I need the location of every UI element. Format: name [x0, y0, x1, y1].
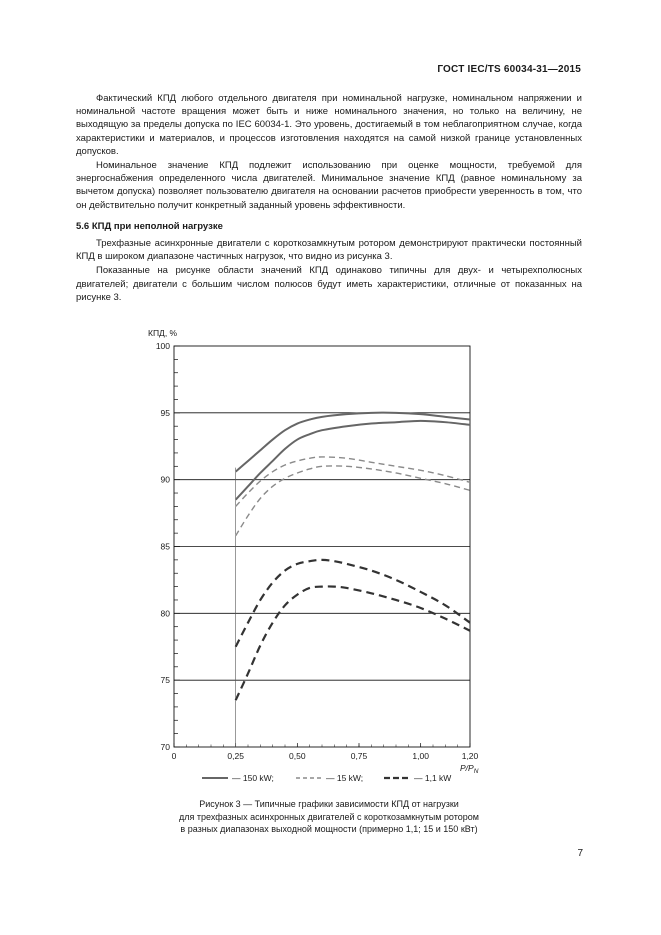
chart-grid [174, 413, 470, 680]
chart-series [236, 413, 470, 701]
x-axis-label-sub: N [473, 768, 479, 775]
x-axis-label-main: P/P [460, 763, 474, 773]
page-number: 7 [577, 848, 583, 859]
y-tick-label: 80 [160, 608, 170, 619]
section-heading: 5.6 КПД при неполной нагрузке [76, 220, 223, 232]
chart-axes [156, 341, 479, 761]
series-line-1-1-kw [236, 586, 470, 700]
legend-label: — 15 kW; [326, 773, 364, 783]
legend-label: — 1,1 kW [414, 773, 452, 783]
caption-line: для трехфазных асинхронных двигателей с короткозамкнутым ротором [179, 811, 479, 822]
x-tick-label: 0,75 [350, 751, 368, 761]
y-tick-label: 95 [160, 407, 170, 418]
series-line-15-kw [236, 466, 470, 536]
x-axis-label [460, 763, 479, 775]
paragraph: Трехфазные асинхронные двигатели с короткозамкнутым ротором демонстрируют практически постоянный КПД в широком диапазоне частичных нагрузок, что видно из рисунка 3. [76, 238, 582, 263]
body-text [76, 92, 582, 305]
caption-line: в разных диапазонах выходной мощности (примерно 1,1; 15 и 150 кВт) [180, 824, 478, 835]
series-line-1-1-kw [236, 560, 470, 647]
x-tick-label: 1,00 [412, 751, 429, 761]
x-tick-label: 0,50 [289, 751, 306, 761]
y-tick-label: 70 [160, 742, 170, 752]
y-tick-label: 100 [155, 341, 170, 351]
figure-caption [76, 798, 582, 836]
series-line-150-kw [236, 421, 470, 500]
chart-legend [202, 773, 451, 783]
y-tick-label: 90 [160, 474, 170, 485]
paragraph: Показанные на рисунке области значений КПД одинаково типичны для двух- и четырехполюсных двигателей; двигатели с большим числом полюсов будут иметь характеристики, отличные от показанных на рисунке 3. [76, 265, 582, 303]
efficiency-chart [130, 326, 500, 796]
paragraph: Номинальное значение КПД подлежит использованию при оценке мощности, требуемой для энергоснабжения определенного числа двигателей. Минимальное значение КПД (равное номинальному за вычетом допуска) позволяет пользователю двигателя на основании расчетов приобрести уверенность в том, что он действительно получит конкретный заданный уровень эффективности. [76, 160, 582, 211]
legend-label: — 150 kW; [232, 773, 274, 783]
y-tick-label: 75 [160, 675, 170, 686]
x-tick-label: 0,25 [227, 751, 244, 761]
paragraph: Фактический КПД любого отдельного двигателя при номинальной нагрузке, номинальном напряжении и номинальной частоте вращения может быть и ниже номинального значения, но только на величину, не выходящую за пределы допуска по IEC 60034-1. Это уровень, достигаемый в том неблагоприятном случае, когда характеристики и материалов, и процессов изготовления находятся на самой низкой границе установленных допусков. [76, 93, 582, 157]
y-tick-label: 85 [160, 541, 170, 552]
x-tick-label: 1,20 [461, 751, 479, 761]
document-header-code: ГОСТ IEC/TS 60034-31—2015 [437, 64, 581, 75]
y-axis-label: КПД, % [148, 328, 178, 338]
caption-line: Рисунок 3 — Типичные графики зависимости КПД от нагрузки [199, 799, 459, 809]
x-tick-label: 0 [171, 751, 177, 761]
